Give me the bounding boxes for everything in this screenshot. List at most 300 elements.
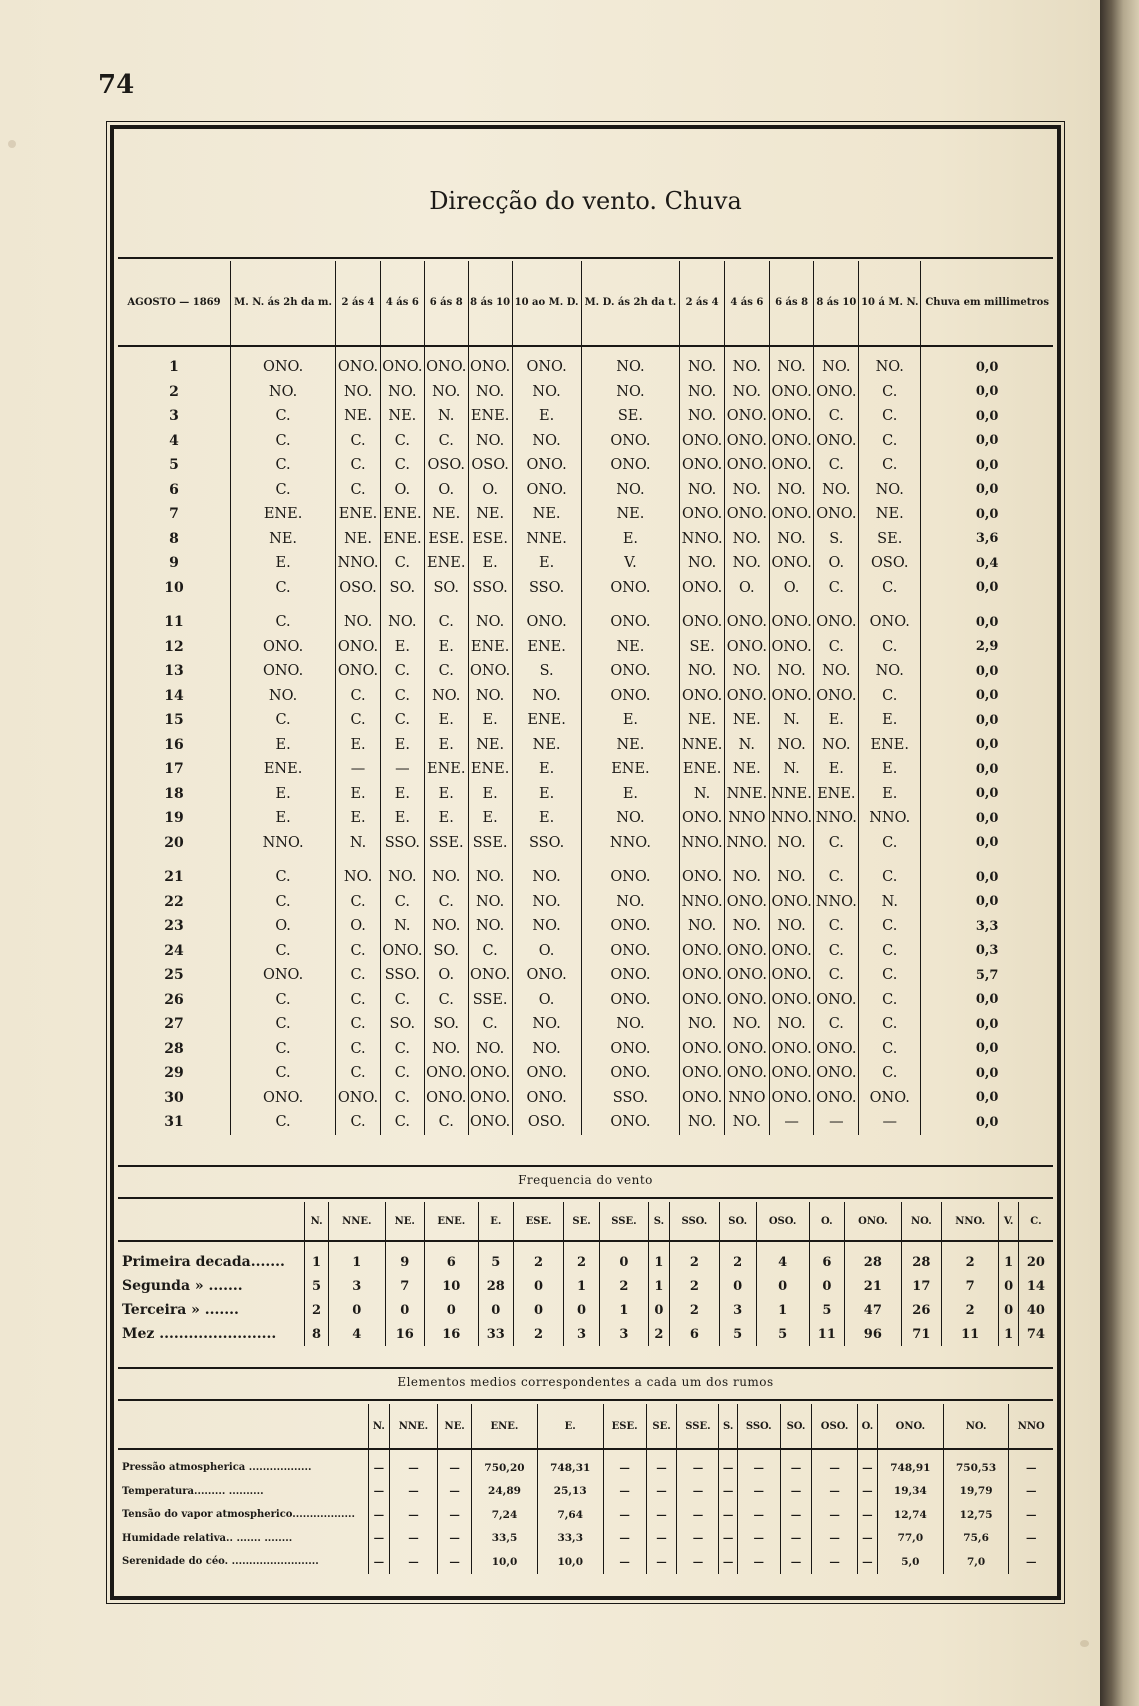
wind-cell: O.: [336, 914, 381, 939]
wind-cell: ONO.: [424, 1061, 468, 1086]
rain-cell: 0,0: [921, 478, 1053, 503]
direction-header: NNE.: [329, 1202, 385, 1241]
wind-cell: N.: [680, 782, 725, 807]
column-header: 10 á M. N.: [859, 261, 921, 346]
wind-cell: C.: [380, 429, 424, 454]
wind-cell: ONO.: [680, 963, 725, 988]
value-cell: —: [438, 1480, 472, 1504]
wind-cell: —: [814, 1110, 859, 1135]
direction-header: ESE.: [603, 1404, 646, 1449]
rain-cell: 0,0: [921, 1086, 1053, 1111]
wind-cell: C.: [336, 1061, 381, 1086]
wind-cell: ONO.: [468, 1061, 512, 1086]
table-row: [118, 576, 1053, 601]
wind-cell: ENE.: [424, 551, 468, 576]
value-cell: 12,74: [877, 1503, 943, 1527]
wind-cell: ONO.: [724, 635, 769, 660]
title-divider: [118, 257, 1053, 259]
count-cell: 0: [599, 1241, 648, 1274]
table-row: [118, 502, 1053, 527]
wind-cell: ONO.: [769, 890, 814, 915]
wind-cell: NO.: [468, 380, 512, 405]
wind-cell: ONO.: [581, 1037, 680, 1062]
wind-cell: SSO.: [468, 576, 512, 601]
value-cell: —: [603, 1480, 646, 1504]
wind-cell: ONO.: [724, 404, 769, 429]
wind-cell: ONO.: [814, 1061, 859, 1086]
row-label: Mez ........................: [122, 1326, 277, 1342]
day-cell: 6: [169, 481, 179, 498]
wind-cell: NO.: [468, 855, 512, 890]
count-cell: 3: [329, 1274, 385, 1298]
day-cell: 27: [164, 1016, 184, 1033]
wind-cell: ONO.: [724, 963, 769, 988]
value-cell: —: [857, 1503, 877, 1527]
table-row: [118, 1241, 1053, 1274]
page-number: 74: [98, 70, 135, 100]
count-cell: 1: [564, 1274, 600, 1298]
wind-cell: ONO.: [512, 478, 581, 503]
wind-cell: NO.: [859, 659, 921, 684]
wind-cell: C.: [231, 429, 336, 454]
wind-cell: ENE.: [231, 757, 336, 782]
wind-cell: ONO.: [859, 1086, 921, 1111]
direction-header: SE.: [646, 1404, 677, 1449]
wind-cell: NNO.: [231, 831, 336, 856]
direction-header: O.: [809, 1202, 844, 1241]
day-cell: 2: [169, 383, 179, 400]
table-row: [118, 733, 1053, 758]
direction-header: ENE.: [424, 1202, 478, 1241]
wind-cell: NNO.: [680, 831, 725, 856]
wind-cell: C.: [380, 1061, 424, 1086]
day-cell: 5: [169, 457, 179, 474]
column-header: 6 ás 8: [769, 261, 814, 346]
wind-cell: C.: [231, 1037, 336, 1062]
rain-cell: 0,0: [921, 1037, 1053, 1062]
value-cell: —: [369, 1503, 390, 1527]
wind-cell: E.: [468, 708, 512, 733]
wind-cell: C.: [231, 890, 336, 915]
count-cell: 2: [669, 1274, 719, 1298]
wind-cell: NNE.: [512, 527, 581, 552]
direction-header: NE.: [385, 1202, 424, 1241]
wind-cell: NO.: [769, 1012, 814, 1037]
wind-cell: NO.: [680, 346, 725, 380]
wind-cell: E.: [814, 757, 859, 782]
wind-cell: E.: [424, 806, 468, 831]
wind-cell: NNE.: [680, 733, 725, 758]
wind-cell: ENE.: [814, 782, 859, 807]
wind-cell: NNO.: [581, 831, 680, 856]
wind-cell: NO.: [468, 914, 512, 939]
count-cell: 2: [514, 1241, 564, 1274]
count-cell: 7: [385, 1274, 424, 1298]
direction-header: NE.: [438, 1404, 472, 1449]
direction-header: V.: [999, 1202, 1018, 1241]
wind-direction-table: [118, 261, 1053, 1135]
day-cell: 20: [164, 834, 184, 851]
count-cell: 2: [719, 1241, 756, 1274]
wind-cell: NO.: [380, 855, 424, 890]
direction-header: SSO.: [669, 1202, 719, 1241]
wind-cell: C.: [380, 988, 424, 1013]
wind-cell: E.: [231, 806, 336, 831]
value-cell: —: [677, 1480, 719, 1504]
wind-cell: O.: [424, 478, 468, 503]
wind-cell: ONO.: [512, 453, 581, 478]
wind-cell: ONO.: [814, 429, 859, 454]
value-cell: —: [369, 1480, 390, 1504]
wind-cell: ONO.: [680, 429, 725, 454]
wind-cell: C.: [336, 890, 381, 915]
wind-cell: E.: [380, 782, 424, 807]
wind-cell: NO.: [581, 380, 680, 405]
value-cell: 12,75: [943, 1503, 1009, 1527]
value-cell: —: [1009, 1503, 1053, 1527]
wind-cell: NE.: [859, 502, 921, 527]
wind-cell: ONO.: [424, 1086, 468, 1111]
wind-cell: C.: [859, 988, 921, 1013]
day-cell: 12: [164, 638, 184, 655]
wind-cell: E.: [512, 782, 581, 807]
wind-cell: N.: [859, 890, 921, 915]
day-cell: 18: [164, 785, 184, 802]
wind-cell: NO.: [724, 346, 769, 380]
wind-cell: O.: [724, 576, 769, 601]
wind-cell: ONO.: [581, 659, 680, 684]
value-cell: —: [780, 1550, 812, 1574]
rain-cell: 0,0: [921, 600, 1053, 635]
table-row: [118, 1503, 1053, 1527]
wind-cell: C.: [468, 939, 512, 964]
wind-cell: NO.: [512, 684, 581, 709]
frequency-title: Frequencia do vento: [518, 1173, 653, 1187]
wind-cell: ONO.: [581, 429, 680, 454]
wind-cell: NE.: [581, 635, 680, 660]
value-cell: —: [780, 1527, 812, 1551]
table-row: [118, 708, 1053, 733]
wind-cell: NNO.: [814, 890, 859, 915]
value-cell: —: [438, 1527, 472, 1551]
wind-cell: NNO.: [724, 831, 769, 856]
wind-cell: O.: [512, 939, 581, 964]
wind-cell: NO.: [581, 806, 680, 831]
wind-cell: O.: [380, 478, 424, 503]
table-row: [118, 635, 1053, 660]
wind-cell: NO.: [468, 429, 512, 454]
column-header: M. N. ás 2h da m.: [231, 261, 336, 346]
wind-cell: NO.: [468, 1037, 512, 1062]
column-header: 10 ao M. D.: [512, 261, 581, 346]
wind-cell: E.: [336, 782, 381, 807]
wind-cell: NO.: [231, 380, 336, 405]
wind-cell: NO.: [231, 684, 336, 709]
wind-cell: ENE.: [859, 733, 921, 758]
rain-cell: 0,0: [921, 757, 1053, 782]
wind-cell: E.: [468, 806, 512, 831]
wind-cell: C.: [380, 684, 424, 709]
wind-cell: NO.: [724, 659, 769, 684]
wind-cell: NO.: [769, 914, 814, 939]
wind-cell: NNO.: [769, 806, 814, 831]
wind-cell: ONO.: [231, 346, 336, 380]
wind-cell: ONO.: [680, 1086, 725, 1111]
value-cell: —: [812, 1527, 858, 1551]
wind-cell: NO.: [724, 380, 769, 405]
wind-cell: ENE.: [231, 502, 336, 527]
value-cell: 33,5: [472, 1527, 538, 1551]
wind-cell: NNE.: [724, 782, 769, 807]
wind-cell: ONO.: [769, 963, 814, 988]
value-cell: —: [857, 1449, 877, 1480]
wind-cell: ONO.: [814, 684, 859, 709]
direction-header: NO.: [943, 1404, 1009, 1449]
wind-cell: NO.: [769, 855, 814, 890]
value-cell: 750,53: [943, 1449, 1009, 1480]
value-cell: 10,0: [537, 1550, 603, 1574]
wind-cell: ONO.: [512, 1061, 581, 1086]
value-cell: —: [369, 1527, 390, 1551]
count-cell: 5: [756, 1322, 809, 1346]
wind-cell: E.: [814, 708, 859, 733]
table-row: [118, 914, 1053, 939]
wind-cell: NNO.: [680, 890, 725, 915]
wind-cell: NE.: [581, 502, 680, 527]
wind-cell: ENE.: [336, 502, 381, 527]
wind-cell: NO.: [424, 855, 468, 890]
wind-cell: NO.: [724, 1012, 769, 1037]
wind-cell: ONO.: [769, 429, 814, 454]
count-cell: 2: [648, 1322, 669, 1346]
wind-cell: ONO.: [336, 635, 381, 660]
wind-cell: SSO.: [581, 1086, 680, 1111]
value-cell: —: [438, 1503, 472, 1527]
wind-cell: C.: [336, 963, 381, 988]
rain-cell: 0,0: [921, 1061, 1053, 1086]
rain-cell: 3,3: [921, 914, 1053, 939]
count-cell: 3: [719, 1298, 756, 1322]
wind-cell: E.: [468, 551, 512, 576]
value-cell: —: [737, 1449, 780, 1480]
wind-cell: —: [859, 1110, 921, 1135]
wind-cell: C.: [814, 1012, 859, 1037]
count-cell: 20: [1018, 1241, 1053, 1274]
count-cell: 5: [719, 1322, 756, 1346]
count-cell: 1: [648, 1241, 669, 1274]
value-cell: —: [646, 1550, 677, 1574]
count-cell: 0: [999, 1298, 1018, 1322]
count-cell: 0: [514, 1274, 564, 1298]
wind-cell: C.: [231, 478, 336, 503]
wind-cell: ONO.: [724, 939, 769, 964]
value-cell: 77,0: [877, 1527, 943, 1551]
wind-cell: NO.: [724, 527, 769, 552]
column-header: 2 ás 4: [336, 261, 381, 346]
day-cell: 17: [164, 761, 184, 778]
table-row: [118, 478, 1053, 503]
value-cell: —: [719, 1480, 737, 1504]
column-header: 8 ás 10: [814, 261, 859, 346]
wind-cell: ONO.: [680, 453, 725, 478]
wind-cell: S.: [814, 527, 859, 552]
count-cell: 2: [942, 1298, 999, 1322]
count-cell: 1: [999, 1322, 1018, 1346]
direction-header: SO.: [780, 1404, 812, 1449]
value-cell: —: [369, 1550, 390, 1574]
value-cell: —: [438, 1550, 472, 1574]
wind-cell: E.: [581, 782, 680, 807]
wind-cell: C.: [859, 684, 921, 709]
wind-cell: NE.: [581, 733, 680, 758]
wind-cell: O.: [231, 914, 336, 939]
wind-cell: ONO.: [336, 1086, 381, 1111]
wind-cell: ENE.: [424, 757, 468, 782]
wind-cell: NO.: [468, 890, 512, 915]
count-cell: 5: [305, 1274, 329, 1298]
count-cell: 0: [514, 1298, 564, 1322]
value-cell: 750,20: [472, 1449, 538, 1480]
wind-cell: C.: [424, 600, 468, 635]
wind-cell: C.: [424, 429, 468, 454]
wind-cell: E.: [424, 733, 468, 758]
wind-cell: ENE.: [380, 527, 424, 552]
wind-cell: NO.: [380, 380, 424, 405]
day-cell: 4: [169, 432, 179, 449]
day-cell: 1: [169, 359, 179, 376]
count-cell: 21: [845, 1274, 902, 1298]
value-cell: —: [737, 1527, 780, 1551]
section-divider: [118, 1399, 1053, 1401]
direction-header: OSO.: [756, 1202, 809, 1241]
rain-cell: 5,7: [921, 963, 1053, 988]
wind-cell: C.: [380, 659, 424, 684]
wind-cell: NO.: [581, 478, 680, 503]
column-header: Chuva em millimetros: [921, 261, 1053, 346]
wind-cell: ENE.: [468, 404, 512, 429]
wind-cell: C.: [859, 635, 921, 660]
wind-cell: N.: [380, 914, 424, 939]
wind-cell: SSO.: [512, 576, 581, 601]
wind-cell: NNO.: [859, 806, 921, 831]
wind-cell: ONO.: [581, 988, 680, 1013]
wind-cell: OSO.: [424, 453, 468, 478]
day-cell: 25: [164, 967, 184, 984]
count-cell: 1: [599, 1298, 648, 1322]
wind-cell: NO.: [581, 1012, 680, 1037]
day-cell: 21: [164, 869, 184, 886]
value-cell: 10,0: [472, 1550, 538, 1574]
wind-cell: NE.: [380, 404, 424, 429]
day-cell: 7: [169, 506, 179, 523]
value-cell: —: [389, 1503, 438, 1527]
table-row: [118, 1110, 1053, 1135]
direction-header: SO.: [719, 1202, 756, 1241]
wind-cell: ONO.: [581, 1061, 680, 1086]
value-cell: 7,24: [472, 1503, 538, 1527]
wind-cell: ONO.: [724, 600, 769, 635]
count-cell: 2: [305, 1298, 329, 1322]
wind-frequency-table: [118, 1202, 1053, 1346]
wind-cell: C.: [380, 890, 424, 915]
paper-stain: [1080, 1640, 1089, 1647]
wind-cell: ESE.: [468, 527, 512, 552]
rain-cell: 0,0: [921, 890, 1053, 915]
value-cell: 19,79: [943, 1480, 1009, 1504]
table-row: [118, 1298, 1053, 1322]
count-cell: 0: [719, 1274, 756, 1298]
wind-cell: E.: [468, 782, 512, 807]
count-cell: 47: [845, 1298, 902, 1322]
row-label: Temperatura......... ..........: [122, 1485, 264, 1497]
value-cell: —: [389, 1449, 438, 1480]
wind-cell: C.: [859, 453, 921, 478]
table-row: [118, 1037, 1053, 1062]
count-cell: 33: [478, 1322, 513, 1346]
direction-header: NO.: [901, 1202, 941, 1241]
table-row: [118, 1274, 1053, 1298]
wind-cell: SSE.: [424, 831, 468, 856]
table-row: [118, 527, 1053, 552]
wind-cell: NO.: [512, 914, 581, 939]
wind-cell: C.: [231, 1110, 336, 1135]
wind-cell: ONO.: [468, 963, 512, 988]
wind-cell: OSO.: [512, 1110, 581, 1135]
day-cell: 19: [164, 810, 184, 827]
wind-cell: SE.: [581, 404, 680, 429]
value-cell: 7,0: [943, 1550, 1009, 1574]
wind-cell: ONO.: [581, 600, 680, 635]
row-label: Primeira decada.......: [122, 1254, 285, 1270]
wind-cell: OSO.: [468, 453, 512, 478]
wind-cell: E.: [859, 708, 921, 733]
count-cell: 2: [514, 1322, 564, 1346]
wind-cell: SSO.: [512, 831, 581, 856]
wind-cell: N.: [424, 404, 468, 429]
value-cell: —: [389, 1550, 438, 1574]
wind-cell: ONO.: [724, 1061, 769, 1086]
paper-stain: [8, 140, 16, 148]
wind-cell: C.: [231, 576, 336, 601]
count-cell: 6: [669, 1322, 719, 1346]
wind-cell: E.: [380, 635, 424, 660]
wind-cell: ONO.: [231, 963, 336, 988]
wind-cell: O.: [468, 478, 512, 503]
wind-cell: C.: [424, 659, 468, 684]
direction-header: N.: [369, 1404, 390, 1449]
wind-cell: NO.: [512, 429, 581, 454]
wind-cell: ONO.: [814, 988, 859, 1013]
wind-cell: N.: [769, 757, 814, 782]
wind-cell: ONO.: [512, 600, 581, 635]
wind-cell: ONO.: [680, 806, 725, 831]
wind-cell: ONO.: [769, 684, 814, 709]
rain-cell: 0,0: [921, 380, 1053, 405]
wind-cell: ONO.: [380, 346, 424, 380]
count-cell: 17: [901, 1274, 941, 1298]
count-cell: 26: [901, 1298, 941, 1322]
wind-cell: C.: [859, 404, 921, 429]
wind-cell: SO.: [424, 1012, 468, 1037]
table-row: [118, 380, 1053, 405]
wind-cell: NO.: [769, 527, 814, 552]
wind-cell: C.: [380, 1037, 424, 1062]
wind-cell: SSO.: [380, 831, 424, 856]
row-label: Serenidade do céo. .........................: [122, 1556, 319, 1568]
wind-cell: C.: [380, 1086, 424, 1111]
table-row: [118, 551, 1053, 576]
wind-cell: ONO.: [814, 600, 859, 635]
